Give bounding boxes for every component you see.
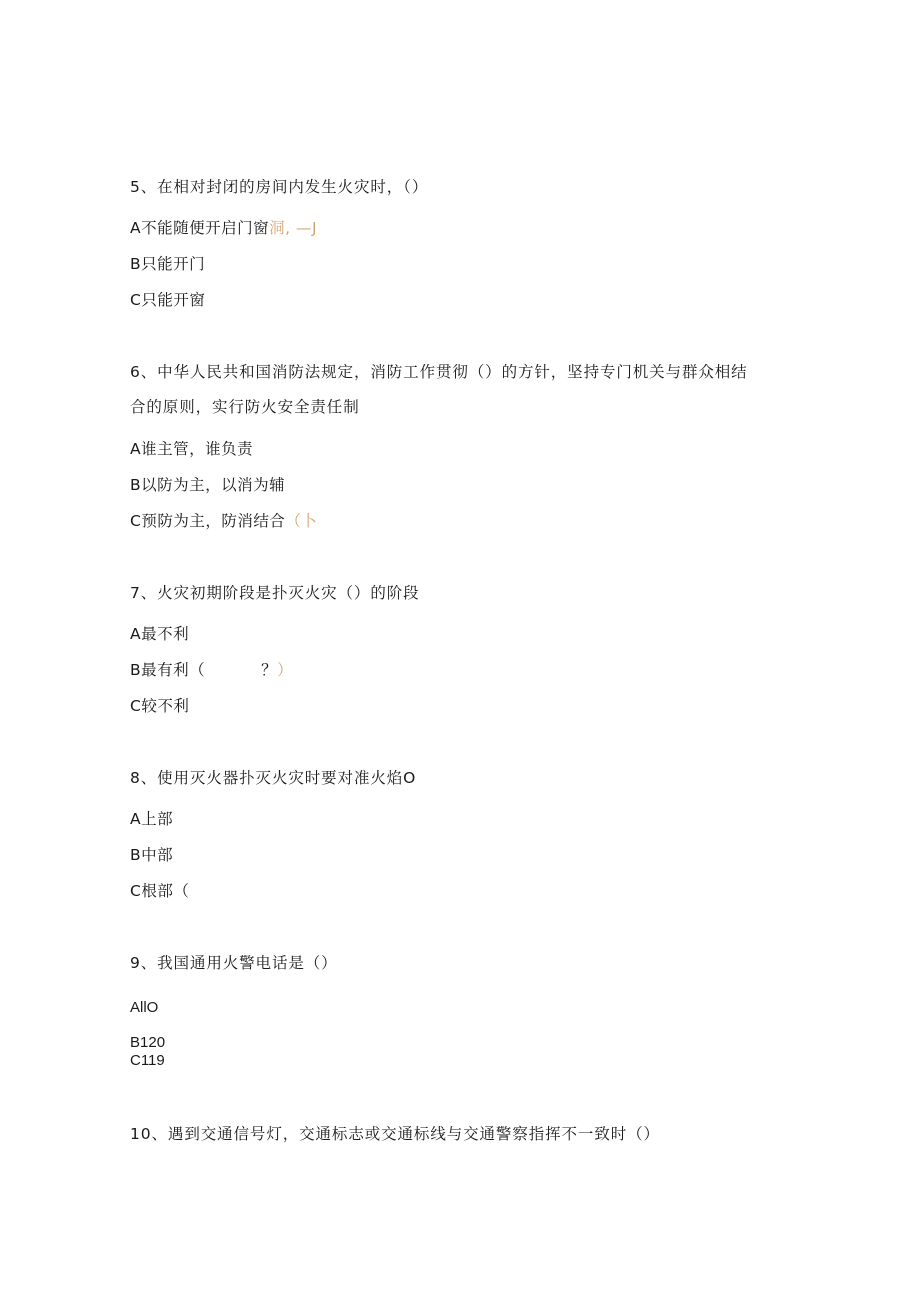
question-6-option-a: A谁主管，谁负责 [130, 440, 254, 458]
question-9-stem: 9、我国通用火警电话是（） [130, 954, 338, 972]
question-7-option-b [130, 660, 293, 680]
handwritten-mark: （卜 [285, 512, 318, 530]
option-text: A不能随便开启门窗 [130, 219, 270, 237]
question-8-option-a: A上部 [130, 810, 174, 828]
question-8-stem: 8、使用灭火器扑灭火灾时要对准火焰O [130, 769, 417, 787]
question-9-option-b: B120 [130, 1034, 166, 1051]
question-9-option-a: AllO [130, 999, 159, 1016]
option-text: B最有利（ [130, 661, 206, 679]
question-8-option-b: B中部 [130, 846, 174, 864]
question-9-option-c: C119 [130, 1052, 165, 1069]
question-5-stem: 5、在相对封闭的房间内发生火灾时，（） [130, 178, 429, 196]
question-5-option-c: C只能开窗 [130, 291, 206, 309]
handwritten-mark: ） [277, 661, 294, 679]
question-5-option-b: B只能开门 [130, 255, 206, 273]
question-8-option-c: C根部（ [130, 882, 190, 900]
handwritten-mark: 洞, —J [269, 219, 318, 237]
question-5-option-a [130, 218, 317, 238]
question-mark: ？ [261, 661, 278, 679]
question-10-stem: 10、遇到交通信号灯，交通标志或交通标线与交通警察指挥不一致时（） [130, 1125, 660, 1143]
question-6-option-c [130, 511, 317, 531]
question-7-option-c: C较不利 [130, 697, 190, 715]
question-6-option-b: B以防为主，以消为辅 [130, 476, 286, 494]
question-6-stem-line-1: 6、中华人民共和国消防法规定，消防工作贯彻（）的方针，坚持专门机关与群众相结 [130, 363, 748, 381]
option-text: C预防为主，防消结合 [130, 512, 286, 530]
question-7-option-a: A最不利 [130, 625, 190, 643]
question-7-stem: 7、火灾初期阶段是扑灭火灾（）的阶段 [130, 584, 420, 602]
question-6-stem-line-2: 合的原则，实行防火安全责任制 [130, 398, 360, 416]
